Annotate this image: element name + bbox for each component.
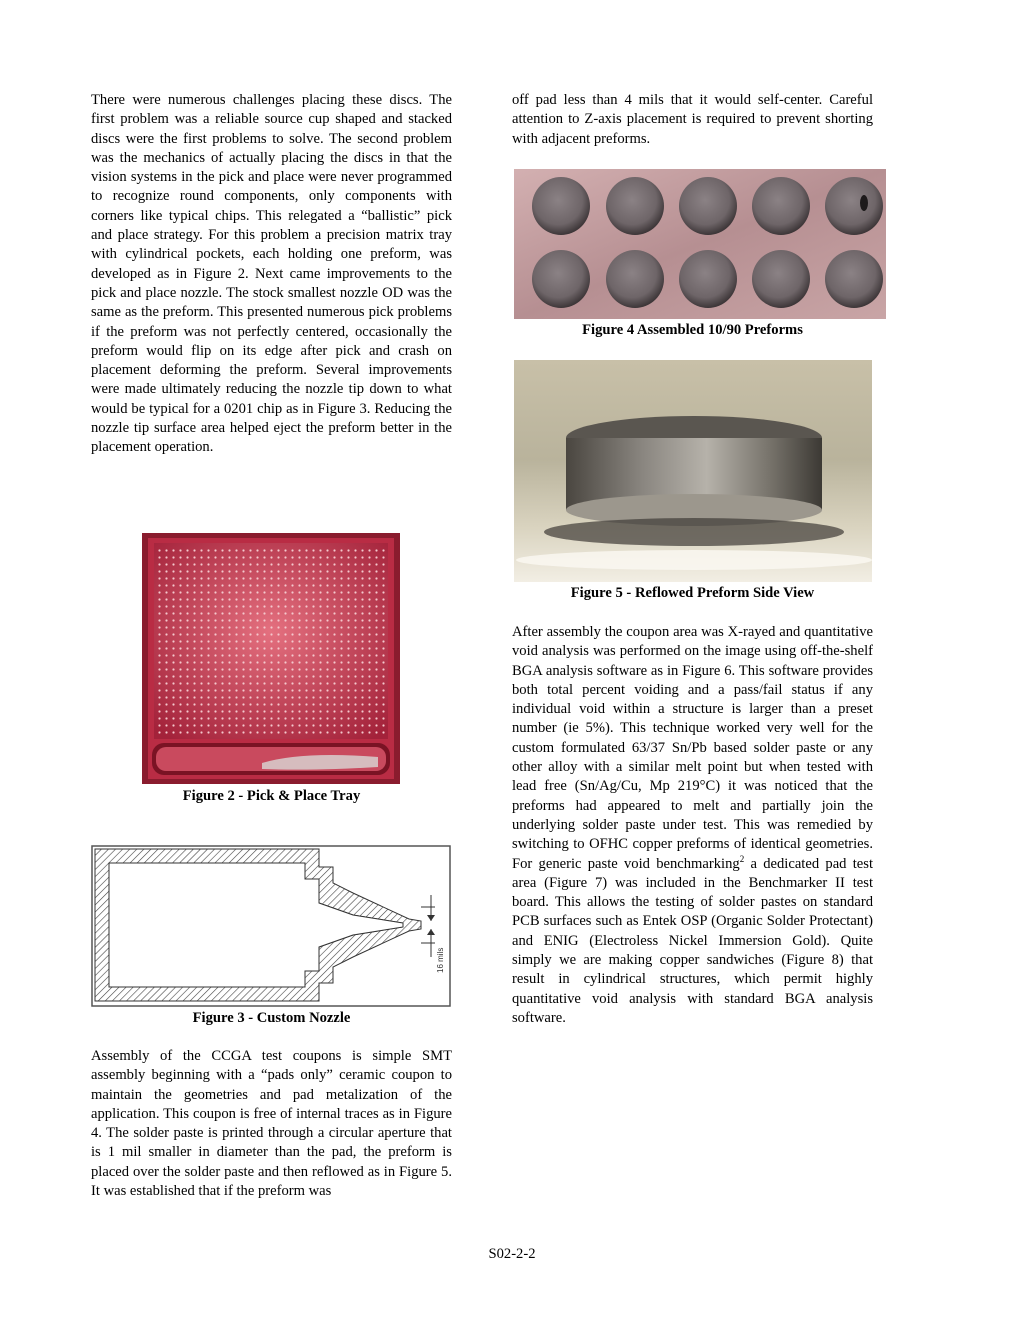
left-column-paragraph-2 <box>91 1047 452 1201</box>
left-column-paragraph-1 <box>91 91 452 458</box>
nozzle-dimension-label: 16 mils <box>436 947 445 973</box>
figure-3-caption: Figure 3 - Custom Nozzle <box>192 1010 351 1026</box>
paragraph-xray-analysis-part-1: After assembly the coupon area was X-rayed and quantitative void analysis was performed on the image using off-the-shelf BGA analysis software as in Figure 6. This software provides both total percent voiding and a pass/fail status if any individual void within a structure is larger than a preset number (ie 5%). This technique worked very well for the custom formulated 63/37 Sn/Pb based solder paste or any other alloy with a similar melt point but when tested with lead free (Sn/Ag/Cu, Mp 219°C) it was noticed that the preforms had appeared to melt and partially join the underlying solder paste under test. This was remedied by switching to OFHC copper preforms of identical geometries. For generic paste void benchmarking <box>512 624 873 872</box>
figure-2-caption: Figure 2 - Pick & Place Tray <box>182 788 361 804</box>
figure-4-image <box>514 169 886 319</box>
right-column-paragraph-2 <box>512 623 873 1028</box>
right-column-paragraph-1 <box>512 91 873 149</box>
paragraph-self-center: off pad less than 4 mils that it would self-center. Careful attention to Z-axis placement is required to prevent shorting with adjacent preforms. <box>512 92 873 147</box>
figure-5-caption: Figure 5 - Reflowed Preform Side View <box>570 585 815 601</box>
figure-3-image <box>91 845 451 1007</box>
figure-5-image <box>514 360 872 582</box>
reference-superscript: 2 <box>739 853 745 864</box>
page-number: S02-2-2 <box>488 1246 536 1262</box>
pick-place-tray-illustration <box>142 533 400 784</box>
paragraph-xray-analysis-part-2: a dedicated pad test area (Figure 7) was included in the Benchmarker II test board. This allows the testing of solder pastes on standard PCB surfaces such as Entek OSP (Organic Solder Protectant) and ENIG (Electroless Nickel Immersion Gold). Quite simply we are making copper sandwiches (Figure 8) that result in cylindrical structures, which permit highly quantitative void analysis with standard BGA analysis software. <box>512 855 873 1026</box>
figure-4-caption: Figure 4 Assembled 10/90 Preforms <box>582 322 803 338</box>
paragraph-xray-analysis <box>512 623 873 1028</box>
figure-2-image <box>142 533 400 784</box>
paragraph-assembly: Assembly of the CCGA test coupons is simple SMT assembly beginning with a “pads only” ceramic coupon to maintain the geometries and pad metalization of the application. This coupon is free of internal traces as in Figure 4. The solder paste is printed through a circular aperture that is 1 mil smaller in diameter than the pad, the preform is placed over the solder paste and then reflowed as in Figure 5. It was established that if the preform was <box>91 1048 452 1200</box>
paragraph-challenges: There were numerous challenges placing these discs. The first problem was a reliable source cup shaped and stacked discs were the first problems to solve. The second problem was the mechanics of actually placing the discs in that the vision systems in the pick and place were never programmed to recognize round components, only components with corners like typical chips. This relegated a “ballistic” pick and place strategy. For this problem a precision matrix tray with cylindrical pockets, each holding one preform, was developed as in Figure 2. Next came improvements to the pick and place nozzle. The stock smallest nozzle OD was the same as the preform. This presented numerous pick problems if the preform was not perfectly centered, occasionally the preform would flip on its edge after pick and crash on placement deforming the preform. Several improvements were made ultimately reducing the nozzle tip down to what would be typical for a 0201 chip as in Figure 3. Reducing the nozzle tip surface area helped eject the preform better in the placement operation. <box>91 92 452 456</box>
assembled-preforms-photo <box>514 169 886 319</box>
custom-nozzle-drawing <box>91 845 451 1007</box>
reflowed-preform-photo <box>514 360 872 582</box>
